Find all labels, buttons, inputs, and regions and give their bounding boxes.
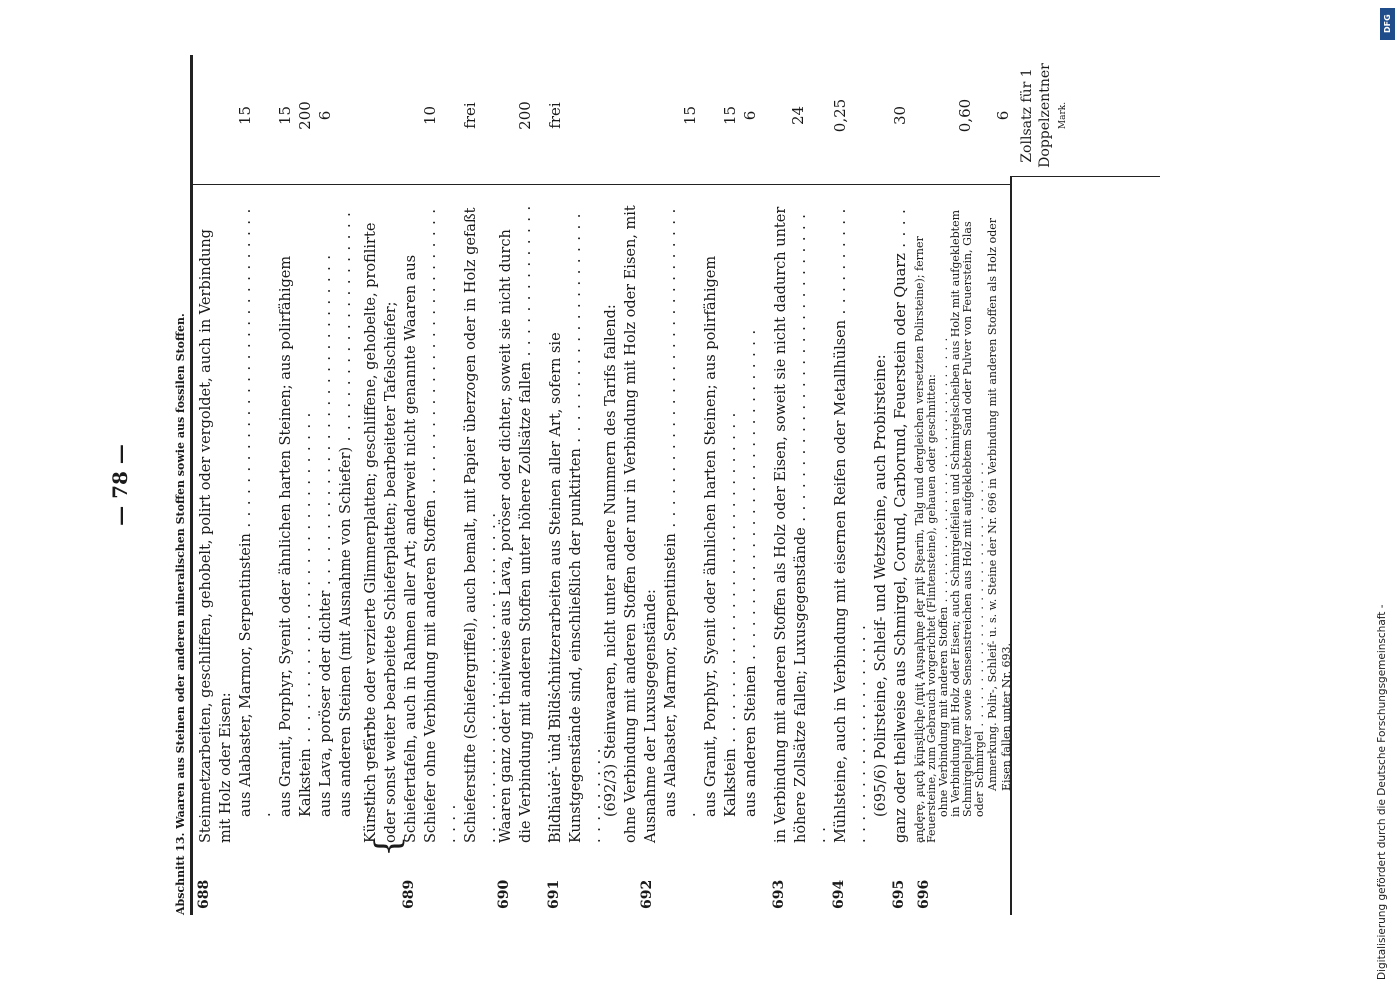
tariff-text: [196, 203, 376, 843]
tariff-number: 696: [916, 879, 932, 909]
rate-column-title: Zollsatz für 1 Doppelzentner: [1019, 63, 1053, 168]
tariff-number: 694: [831, 879, 847, 909]
brace-mark: {: [368, 835, 408, 857]
tariff-line: Steinmetzarbeiten, geschliffen, gehobelt, polirt oder vergoldet, auch in Verbindung mit Holz oder Eisen:: [198, 229, 234, 843]
tariff-rate: 10: [421, 105, 439, 126]
tariff-line: aus anderen Steinen (mit Ausnahme von Schiefer) . . .: [336, 203, 376, 843]
rotated-tariff-page: [108, 55, 1263, 915]
tariff-rate: 200: [296, 101, 314, 130]
column-divider: [190, 184, 1012, 185]
tariff-line: in Verbindung mit Holz oder Eisen; auch Schmirgelfeilen und Schmirgelscheiben aus Holz mit aufgeklebtem Schmirgelpulver sowie Sensenstreichen aus Holz mit aufgeklebtem Sand oder Pulver von Feuerstein, Glas oder Schmirgel . . .: [950, 203, 986, 843]
tariff-number: 695: [891, 879, 907, 909]
tariff-line: andere, auch künstliche (mit Ausnahme der mit Stearin, Talg und dergleichen versetzten Polirsteine); ferner Feuersteine, zum Gebrauch vorgerichtet (Flintensteine), gehauen oder geschnitten:: [913, 236, 938, 843]
tariff-text: [914, 203, 1014, 843]
header-column-rule: [1010, 176, 1160, 177]
tariff-line: aus anderen Steinen . . .: [741, 203, 761, 843]
page-number: — 78 —: [108, 444, 132, 526]
tariff-line: (692/3) Steinwaaren, nicht unter andere Nummern des Tarifs fallend:: [603, 304, 619, 817]
tariff-number: 690: [496, 879, 512, 909]
tariff-rate: 0,60: [956, 98, 974, 133]
tariff-line: aus Granit, Porphyr, Syenit oder ähnlichen harten Steinen; aus polirfähigem Kalkstein . . .: [701, 203, 741, 843]
rate-column-unit: Mark.: [1058, 101, 1068, 130]
tariff-rate: 6: [316, 110, 334, 121]
section-heading: Abschnitt 13. Waaren aus Steinen oder anderen mineralischen Stoffen sowie aus fossilen Stoffen.: [174, 313, 187, 915]
tariff-number: 689: [401, 879, 417, 909]
tariff-number: 693: [771, 879, 787, 909]
tariff-rate: 15: [721, 105, 739, 126]
tariff-rate: 200: [516, 101, 534, 130]
tariff-text: Mühlsteine, auch in Verbindung mit eisernen Reifen oder Metallhülsen . . .: [831, 203, 871, 843]
tariff-text: Waaren ganz oder theilweise aus Lava, poröser oder dichter, soweit sie nicht durch die Verbindung mit anderen Stoffen unter höhere Zollsätze fallen . . .: [496, 203, 556, 843]
tariff-text: in Verbindung mit anderen Stoffen als Holz oder Eisen, soweit sie nicht dadurch unter höhere Zollsätze fallen; Luxusgegenstände . . .: [771, 203, 831, 843]
tariff-text: Bildhauer- und Bildschnitzerarbeiten aus Steinen aller Art, sofern sie Kunstgegenstände sind, einschließlich der punktirten . . .: [546, 203, 606, 843]
tariff-line: ohne Verbindung mit anderen Stoffen oder nur in Verbindung mit Holz oder Eisen, mit Ausnahme der Luxusgegenstände:: [623, 205, 659, 843]
tariff-line: aus Alabaster, Marmor, Serpentinstein . . .: [661, 203, 701, 843]
tariff-rate: 0,25: [831, 98, 849, 133]
tariff-number: 692: [639, 879, 655, 909]
tariff-rate: 15: [236, 105, 254, 126]
tariff-text: [601, 203, 761, 843]
tariff-number: 691: [546, 879, 562, 909]
tariff-line: (695/6) Polirsteine, Schleif- und Wetzsteine, auch Probirsteine:: [873, 354, 889, 817]
sidebar-credit: [1376, 150, 1397, 1000]
tariff-line: aus Lava, poröser oder dichter . . .: [316, 203, 336, 843]
tariff-rate: frei: [461, 102, 479, 129]
tariff-note: Anmerkung. Polir-, Schleif- u. s. w. Steine der Nr. 696 in Verbindung mit anderen Stoffen als Holz oder Eisen fallen unter Nr. 693.: [986, 217, 1013, 791]
tariff-text: [361, 203, 501, 843]
tariff-number: 688: [196, 879, 212, 909]
tariff-rate: 6: [994, 110, 1012, 121]
digitization-credit: Digitalisierung gefördert durch die Deutsche Forschungsgemeinschaft -: [1376, 604, 1388, 980]
tariff-line: Künstlich gefärbte oder verzierte Glimmerplatten; geschliffene, gehobelte, profilirte oder sonst weiter bearbeitete Schieferplatten; bearbeiteter Tafelschiefer; Schiefertafeln, auch in Rahmen aller Art; anderweit nicht genannte Waaren aus Schiefer ohne Verbindung mit anderen Stoffen . . .: [363, 208, 459, 843]
tariff-rate: frei: [546, 102, 564, 129]
tariff-line: Schieferstifte (Schiefergriffel), auch bemalt, mit Papier überzogen oder in Holz gefaßt . . .: [461, 203, 501, 843]
tariff-line: aus Alabaster, Marmor, Serpentinstein . . .: [236, 203, 276, 843]
tariff-rate: 15: [681, 105, 699, 126]
tariff-line: ohne Verbindung mit anderen Stoffen . . .: [938, 203, 950, 843]
tariff-rate: 30: [891, 105, 909, 126]
tariff-line: ganz oder theilweise aus Schmirgel, Corund, Carborund, Feuerstein oder Quarz . . .: [891, 203, 931, 843]
rate-column-header: [1018, 58, 1072, 173]
tariff-rate: 6: [741, 110, 759, 121]
tariff-rate: 15: [276, 105, 294, 126]
tariff-rate: 24: [789, 105, 807, 126]
dfg-logo: DFG: [1380, 8, 1395, 40]
tariff-line: aus Granit, Porphyr, Syenit oder ähnlichen harten Steinen; aus polirfähigem Kalkstein . . .: [276, 203, 316, 843]
